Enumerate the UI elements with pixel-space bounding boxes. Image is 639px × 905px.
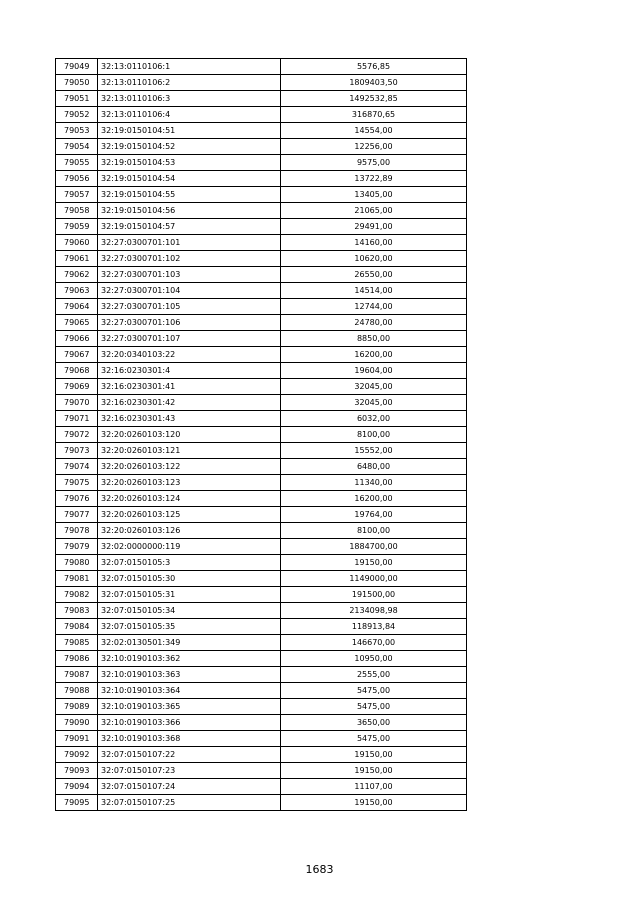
row-number-cell: 79080 <box>56 555 98 571</box>
table-row <box>56 523 467 539</box>
cadastral-number-cell: 32:07:0150105:34 <box>98 603 281 619</box>
row-number-cell: 79060 <box>56 235 98 251</box>
row-number-cell: 79070 <box>56 395 98 411</box>
table-row <box>56 123 467 139</box>
value-cell: 8100,00 <box>281 523 467 539</box>
row-number-cell: 79071 <box>56 411 98 427</box>
value-cell: 13405,00 <box>281 187 467 203</box>
table-row <box>56 635 467 651</box>
table-row <box>56 203 467 219</box>
cadastral-number-cell: 32:13:0110106:3 <box>98 91 281 107</box>
row-number-cell: 79087 <box>56 667 98 683</box>
row-number-cell: 79054 <box>56 139 98 155</box>
table-row <box>56 315 467 331</box>
cadastral-number-cell: 32:10:0190103:365 <box>98 699 281 715</box>
cadastral-number-cell: 32:02:0000000:119 <box>98 539 281 555</box>
table-row <box>56 603 467 619</box>
row-number-cell: 79061 <box>56 251 98 267</box>
value-cell: 14514,00 <box>281 283 467 299</box>
table-row <box>56 379 467 395</box>
cadastral-number-cell: 32:20:0260103:120 <box>98 427 281 443</box>
value-cell: 6480,00 <box>281 459 467 475</box>
table-row <box>56 411 467 427</box>
cadastral-number-cell: 32:19:0150104:57 <box>98 219 281 235</box>
row-number-cell: 79058 <box>56 203 98 219</box>
value-cell: 29491,00 <box>281 219 467 235</box>
row-number-cell: 79078 <box>56 523 98 539</box>
value-cell: 16200,00 <box>281 491 467 507</box>
value-cell: 2134098,98 <box>281 603 467 619</box>
cadastral-number-cell: 32:27:0300701:105 <box>98 299 281 315</box>
table-row <box>56 715 467 731</box>
page-number: 1683 <box>305 863 334 876</box>
row-number-cell: 79075 <box>56 475 98 491</box>
value-cell: 13722,89 <box>281 171 467 187</box>
value-cell: 19150,00 <box>281 795 467 811</box>
value-cell: 316870,65 <box>281 107 467 123</box>
cadastral-number-cell: 32:27:0300701:106 <box>98 315 281 331</box>
table-row <box>56 571 467 587</box>
table-row <box>56 427 467 443</box>
cadastral-number-cell: 32:20:0340103:22 <box>98 347 281 363</box>
table-row <box>56 171 467 187</box>
cadastral-value-table <box>55 58 467 811</box>
value-cell: 10950,00 <box>281 651 467 667</box>
value-cell: 1884700,00 <box>281 539 467 555</box>
cadastral-number-cell: 32:27:0300701:107 <box>98 331 281 347</box>
table-row <box>56 747 467 763</box>
table-row <box>56 507 467 523</box>
value-cell: 32045,00 <box>281 379 467 395</box>
value-cell: 24780,00 <box>281 315 467 331</box>
table-row <box>56 75 467 91</box>
table-row <box>56 363 467 379</box>
value-cell: 11107,00 <box>281 779 467 795</box>
cadastral-number-cell: 32:27:0300701:104 <box>98 283 281 299</box>
table-row <box>56 539 467 555</box>
cadastral-number-cell: 32:07:0150105:31 <box>98 587 281 603</box>
table-row <box>56 347 467 363</box>
table-row <box>56 763 467 779</box>
cadastral-number-cell: 32:10:0190103:364 <box>98 683 281 699</box>
row-number-cell: 79074 <box>56 459 98 475</box>
value-cell: 19150,00 <box>281 555 467 571</box>
value-cell: 146670,00 <box>281 635 467 651</box>
value-cell: 1809403,50 <box>281 75 467 91</box>
cadastral-number-cell: 32:16:0230301:4 <box>98 363 281 379</box>
cadastral-number-cell: 32:07:0150105:3 <box>98 555 281 571</box>
cadastral-number-cell: 32:10:0190103:368 <box>98 731 281 747</box>
value-cell: 9575,00 <box>281 155 467 171</box>
table-row <box>56 619 467 635</box>
row-number-cell: 79085 <box>56 635 98 651</box>
cadastral-number-cell: 32:10:0190103:362 <box>98 651 281 667</box>
table-row <box>56 555 467 571</box>
value-cell: 1149000,00 <box>281 571 467 587</box>
cadastral-number-cell: 32:13:0110106:2 <box>98 75 281 91</box>
cadastral-number-cell: 32:16:0230301:42 <box>98 395 281 411</box>
value-cell: 32045,00 <box>281 395 467 411</box>
value-cell: 12256,00 <box>281 139 467 155</box>
table-row <box>56 395 467 411</box>
row-number-cell: 79084 <box>56 619 98 635</box>
value-cell: 10620,00 <box>281 251 467 267</box>
cadastral-number-cell: 32:10:0190103:366 <box>98 715 281 731</box>
table-row <box>56 219 467 235</box>
cadastral-number-cell: 32:19:0150104:55 <box>98 187 281 203</box>
cadastral-number-cell: 32:19:0150104:53 <box>98 155 281 171</box>
table-row <box>56 267 467 283</box>
cadastral-number-cell: 32:02:0130501:349 <box>98 635 281 651</box>
table-row <box>56 443 467 459</box>
row-number-cell: 79089 <box>56 699 98 715</box>
cadastral-number-cell: 32:20:0260103:124 <box>98 491 281 507</box>
cadastral-number-cell: 32:07:0150107:22 <box>98 747 281 763</box>
table-row <box>56 107 467 123</box>
value-cell: 3650,00 <box>281 715 467 731</box>
table-row <box>56 651 467 667</box>
row-number-cell: 79088 <box>56 683 98 699</box>
table-row <box>56 667 467 683</box>
table-row <box>56 139 467 155</box>
row-number-cell: 79072 <box>56 427 98 443</box>
row-number-cell: 79050 <box>56 75 98 91</box>
row-number-cell: 79059 <box>56 219 98 235</box>
row-number-cell: 79081 <box>56 571 98 587</box>
table-row <box>56 587 467 603</box>
cadastral-number-cell: 32:27:0300701:102 <box>98 251 281 267</box>
value-cell: 2555,00 <box>281 667 467 683</box>
value-cell: 19764,00 <box>281 507 467 523</box>
row-number-cell: 79051 <box>56 91 98 107</box>
value-cell: 5475,00 <box>281 699 467 715</box>
row-number-cell: 79049 <box>56 59 98 75</box>
cadastral-number-cell: 32:20:0260103:125 <box>98 507 281 523</box>
table-row <box>56 731 467 747</box>
cadastral-number-cell: 32:13:0110106:4 <box>98 107 281 123</box>
value-cell: 15552,00 <box>281 443 467 459</box>
value-cell: 8100,00 <box>281 427 467 443</box>
cadastral-number-cell: 32:20:0260103:122 <box>98 459 281 475</box>
value-cell: 5475,00 <box>281 731 467 747</box>
table-body <box>56 59 467 811</box>
table-row <box>56 251 467 267</box>
row-number-cell: 79066 <box>56 331 98 347</box>
row-number-cell: 79082 <box>56 587 98 603</box>
table-row <box>56 475 467 491</box>
row-number-cell: 79062 <box>56 267 98 283</box>
value-cell: 118913,84 <box>281 619 467 635</box>
value-cell: 14554,00 <box>281 123 467 139</box>
table-row <box>56 59 467 75</box>
row-number-cell: 79067 <box>56 347 98 363</box>
cadastral-number-cell: 32:07:0150105:30 <box>98 571 281 587</box>
row-number-cell: 79056 <box>56 171 98 187</box>
cadastral-number-cell: 32:20:0260103:123 <box>98 475 281 491</box>
row-number-cell: 79092 <box>56 747 98 763</box>
row-number-cell: 79065 <box>56 315 98 331</box>
value-cell: 5475,00 <box>281 683 467 699</box>
table-row <box>56 235 467 251</box>
value-cell: 19150,00 <box>281 763 467 779</box>
row-number-cell: 79091 <box>56 731 98 747</box>
value-cell: 14160,00 <box>281 235 467 251</box>
row-number-cell: 79069 <box>56 379 98 395</box>
value-cell: 1492532,85 <box>281 91 467 107</box>
cadastral-number-cell: 32:27:0300701:103 <box>98 267 281 283</box>
value-cell: 11340,00 <box>281 475 467 491</box>
table-row <box>56 331 467 347</box>
cadastral-number-cell: 32:10:0190103:363 <box>98 667 281 683</box>
cadastral-number-cell: 32:13:0110106:1 <box>98 59 281 75</box>
cadastral-number-cell: 32:07:0150107:24 <box>98 779 281 795</box>
row-number-cell: 79055 <box>56 155 98 171</box>
row-number-cell: 79052 <box>56 107 98 123</box>
cadastral-number-cell: 32:16:0230301:43 <box>98 411 281 427</box>
value-cell: 6032,00 <box>281 411 467 427</box>
cadastral-number-cell: 32:27:0300701:101 <box>98 235 281 251</box>
value-cell: 12744,00 <box>281 299 467 315</box>
cadastral-number-cell: 32:19:0150104:52 <box>98 139 281 155</box>
value-cell: 19604,00 <box>281 363 467 379</box>
row-number-cell: 79086 <box>56 651 98 667</box>
row-number-cell: 79076 <box>56 491 98 507</box>
row-number-cell: 79093 <box>56 763 98 779</box>
cadastral-number-cell: 32:19:0150104:51 <box>98 123 281 139</box>
row-number-cell: 79063 <box>56 283 98 299</box>
value-cell: 26550,00 <box>281 267 467 283</box>
value-cell: 21065,00 <box>281 203 467 219</box>
table-row <box>56 795 467 811</box>
value-cell: 5576,85 <box>281 59 467 75</box>
cadastral-number-cell: 32:20:0260103:121 <box>98 443 281 459</box>
table-row <box>56 91 467 107</box>
value-cell: 19150,00 <box>281 747 467 763</box>
value-cell: 191500,00 <box>281 587 467 603</box>
table-row <box>56 187 467 203</box>
cadastral-number-cell: 32:16:0230301:41 <box>98 379 281 395</box>
row-number-cell: 79095 <box>56 795 98 811</box>
table-row <box>56 699 467 715</box>
row-number-cell: 79064 <box>56 299 98 315</box>
table-row <box>56 459 467 475</box>
row-number-cell: 79090 <box>56 715 98 731</box>
row-number-cell: 79077 <box>56 507 98 523</box>
value-cell: 8850,00 <box>281 331 467 347</box>
table-row <box>56 299 467 315</box>
value-cell: 16200,00 <box>281 347 467 363</box>
table-row <box>56 491 467 507</box>
table-row <box>56 683 467 699</box>
row-number-cell: 79068 <box>56 363 98 379</box>
table-row <box>56 779 467 795</box>
cadastral-number-cell: 32:07:0150105:35 <box>98 619 281 635</box>
row-number-cell: 79079 <box>56 539 98 555</box>
cadastral-number-cell: 32:07:0150107:23 <box>98 763 281 779</box>
row-number-cell: 79053 <box>56 123 98 139</box>
row-number-cell: 79057 <box>56 187 98 203</box>
cadastral-number-cell: 32:20:0260103:126 <box>98 523 281 539</box>
row-number-cell: 79094 <box>56 779 98 795</box>
table-row <box>56 283 467 299</box>
cadastral-number-cell: 32:19:0150104:54 <box>98 171 281 187</box>
row-number-cell: 79083 <box>56 603 98 619</box>
row-number-cell: 79073 <box>56 443 98 459</box>
table-row <box>56 155 467 171</box>
cadastral-number-cell: 32:07:0150107:25 <box>98 795 281 811</box>
cadastral-number-cell: 32:19:0150104:56 <box>98 203 281 219</box>
